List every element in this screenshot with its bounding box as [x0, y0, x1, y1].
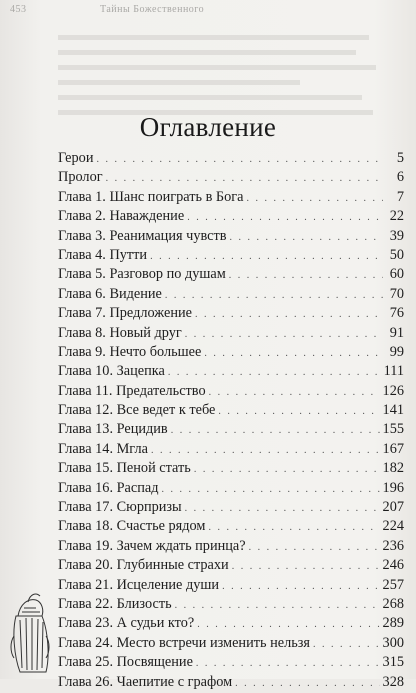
toc-entry-page: 99	[389, 343, 404, 360]
toc-entry-title: Глава 12. Все ведет к тебе	[58, 402, 216, 419]
toc-entry[interactable]	[58, 576, 404, 595]
toc-entry[interactable]	[58, 556, 404, 575]
toc-entry-title: Глава 21. Исцеление души	[58, 576, 220, 593]
toc-entry-page: 5	[396, 150, 404, 166]
toc-entry-title: Глава 5. Разговор по душам	[58, 266, 226, 283]
toc-entry-title: Глава 20. Глубинные страхи	[58, 557, 229, 574]
dot-leader	[232, 557, 380, 576]
header-running-title: Тайны Божественного	[100, 4, 205, 15]
toc-entry[interactable]	[58, 479, 404, 498]
toc-entry[interactable]	[58, 343, 404, 362]
toc-entry-title: Глава 11. Предательство	[58, 382, 206, 399]
toc-entry-title: Герои	[58, 150, 94, 166]
toc-entry-title: Глава 25. Посвящение	[58, 654, 193, 671]
running-head	[10, 4, 406, 18]
toc-entry[interactable]	[58, 207, 404, 226]
dot-leader	[209, 383, 380, 402]
toc-entry-page: 6	[396, 169, 404, 186]
toc-entry-page: 70	[389, 285, 404, 302]
toc-entry[interactable]	[58, 149, 404, 168]
toc-entry-page: 328	[382, 673, 404, 690]
toc-entry-title: Глава 23. А судьи кто?	[58, 615, 195, 632]
toc-entry[interactable]	[58, 595, 404, 614]
toc-entry-page: 224	[382, 518, 404, 535]
dot-leader	[194, 460, 380, 479]
toc-entry-title: Глава 1. Шанс поиграть в Бога	[58, 188, 244, 205]
dot-leader	[96, 150, 383, 169]
toc-entry-page: 315	[382, 654, 404, 671]
toc-entry-title: Глава 22. Близость	[58, 595, 172, 612]
toc-entry-page: 207	[382, 499, 404, 516]
dot-leader	[150, 247, 383, 266]
dot-leader	[229, 228, 383, 247]
dot-leader	[185, 499, 380, 518]
dot-leader	[197, 615, 379, 634]
toc-title: Оглавление	[139, 112, 277, 142]
toc-entry-page: 289	[382, 615, 404, 632]
toc-entry[interactable]	[58, 246, 404, 265]
toc-entry-page: 141	[382, 402, 404, 419]
dot-leader	[246, 189, 383, 208]
toc-entry-page: 236	[382, 537, 404, 554]
toc-entry-page: 126	[382, 382, 404, 399]
toc-entry-title: Глава 24. Место встречи изменить нельзя	[58, 634, 310, 651]
toc-entry-title: Глава 16. Распад	[58, 479, 159, 496]
toc-entry-page: 246	[382, 557, 404, 574]
toc-entry-title: Глава 19. Зачем ждать принца?	[58, 537, 246, 554]
toc-entry-title: Глава 17. Сюрпризы	[58, 499, 182, 516]
header-page-number: 453	[10, 4, 27, 15]
toc-entry-title: Глава 14. Мгла	[58, 440, 148, 457]
dot-leader	[175, 596, 380, 615]
toc-entry-page: 155	[382, 421, 404, 438]
toc-entry[interactable]	[58, 188, 404, 207]
dot-leader	[222, 577, 379, 596]
toc-entry[interactable]	[58, 420, 404, 439]
dot-leader	[106, 169, 383, 188]
toc-entry-page: 167	[382, 440, 404, 457]
toc-entry-title: Глава 15. Пеной стать	[58, 460, 191, 477]
toc-entry[interactable]	[58, 382, 404, 401]
dot-leader	[187, 208, 383, 227]
toc-entry[interactable]	[58, 634, 404, 653]
toc-entry-title: Глава 6. Видение	[58, 285, 162, 302]
dot-leader	[195, 305, 383, 324]
dot-leader	[162, 480, 380, 499]
dot-leader	[165, 286, 383, 305]
dot-leader	[249, 538, 380, 557]
dot-leader	[313, 635, 380, 654]
dot-leader	[185, 325, 383, 344]
dot-leader	[168, 363, 381, 382]
toc-entry[interactable]	[58, 517, 404, 536]
toc-entry-page: 257	[382, 576, 404, 593]
toc-entry[interactable]	[58, 285, 404, 304]
toc-entry[interactable]	[58, 324, 404, 343]
toc-entry-page: 91	[389, 324, 404, 341]
toc-entry[interactable]	[58, 265, 404, 284]
toc-entry-title: Глава 3. Реанимация чувств	[58, 227, 227, 244]
dot-leader	[151, 441, 380, 460]
toc-entry[interactable]	[58, 673, 404, 692]
toc-entry-title: Глава 9. Нечто большее	[58, 343, 202, 360]
toc-entry-title: Глава 26. Чаепитие с графом	[58, 673, 233, 690]
toc-entry-page: 22	[389, 208, 404, 225]
toc-entry-title: Глава 7. Предложение	[58, 305, 192, 322]
toc-entry[interactable]	[58, 304, 404, 323]
toc-entry[interactable]	[58, 401, 404, 420]
toc-entry-title: Пролог	[58, 169, 103, 186]
dot-leader	[235, 674, 379, 693]
toc-entry[interactable]	[58, 168, 404, 187]
toc-entry[interactable]	[58, 537, 404, 556]
toc-entry-page: 268	[382, 595, 404, 612]
dot-leader	[208, 518, 379, 537]
toc-entry-page: 300	[382, 634, 404, 651]
toc-entry-page: 39	[389, 227, 404, 244]
dot-leader	[171, 421, 380, 440]
toc-entry-title: Глава 4. Путти	[58, 246, 148, 263]
toc-list	[58, 149, 404, 692]
toc-entry-page: 60	[389, 266, 404, 283]
toc-entry-title: Глава 10. Зацепка	[58, 363, 165, 380]
toc-entry[interactable]	[58, 459, 404, 478]
toc-entry-page: 196	[382, 479, 404, 496]
toc-entry[interactable]	[58, 227, 404, 246]
toc-entry[interactable]	[58, 440, 404, 459]
dot-leader	[204, 344, 383, 363]
toc-entry-page: 76	[389, 305, 404, 322]
toc-entry-title: Глава 18. Счастье рядом	[58, 518, 206, 535]
dot-leader	[229, 266, 383, 285]
toc-entry-page: 7	[396, 188, 404, 205]
angel-sketch-illustration	[6, 586, 54, 676]
toc-entry-title: Глава 2. Наваждение	[58, 208, 185, 225]
toc-entry-title: Глава 8. Новый друг	[58, 324, 182, 341]
toc-entry[interactable]	[58, 653, 404, 672]
dot-leader	[218, 402, 379, 421]
toc-entry[interactable]	[58, 498, 404, 517]
dot-leader	[196, 654, 380, 673]
toc-entry-page: 182	[382, 460, 404, 477]
toc-entry[interactable]	[58, 362, 404, 381]
toc-entry-title: Глава 13. Рецидив	[58, 421, 168, 438]
toc-entry-page: 111	[383, 363, 404, 380]
toc-entry[interactable]	[58, 614, 404, 633]
toc-entry-page: 50	[389, 246, 404, 263]
